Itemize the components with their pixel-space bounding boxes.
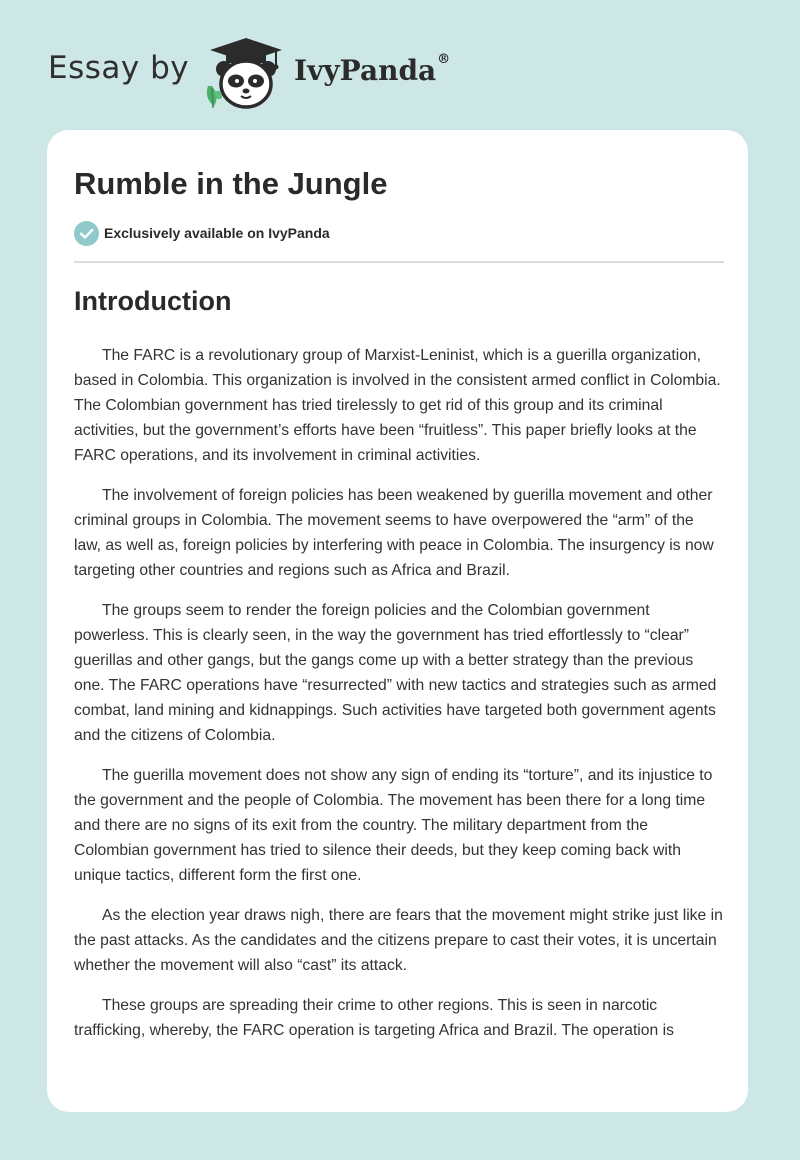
paragraph: The guerilla movement does not show any sign of ending its “torture”, and its injustice to the government and the people of Colombia. The movement has been there for a long time and there are no signs of its exit from the country. The military department from the Colombian government has tried to silence their deeds, but they keep coming back with unique tactics, different form the first one.: [74, 767, 713, 884]
paragraph: As the election year draws nigh, there are fears that the movement might strike just like in the past attacks. As the candidates and the citizens prepare to cast their votes, it is uncertain whether the movement will also “cast” its attack.: [74, 907, 723, 974]
section-heading: Introduction: [74, 286, 232, 316]
paragraph: The involvement of foreign policies has been weakened by guerilla movement and other criminal groups in Colombia. The movement seems to have overpowered the “arm” of the law, as well as, foreign policies by interfering with peace in Colombia. The insurgency is now targeting other countries and regions such as Africa and Brazil.: [74, 487, 714, 579]
paragraph: These groups are spreading their crime to other regions. This is seen in narcotic trafficking, whereby, the FARC operation is targeting Africa and Brazil. The operation is: [74, 997, 674, 1039]
check-circle-icon: [74, 221, 99, 246]
panda-graduation-cap-icon[interactable]: [200, 36, 292, 110]
brand-name[interactable]: IvyPanda®: [294, 52, 451, 87]
paragraph: The FARC is a revolutionary group of Marxist-Leninist, which is a guerilla organization, based in Colombia. This organization is involved in the consistent armed conflict in Colombia. The Colombian government has tried tirelessly to get rid of this group and its criminal activities, but the government’s efforts have been “fruitless”. This paper briefly looks at the FARC operations, and its involvement in criminal activities.: [74, 347, 721, 464]
essay-body: [74, 343, 724, 1058]
registered-mark: ®: [437, 52, 451, 67]
essay-card: [47, 130, 748, 1112]
site-header: [0, 0, 800, 130]
essay-title: Rumble in the Jungle: [74, 166, 388, 201]
brand-prefix: Essay by: [48, 50, 190, 86]
badge-label: Exclusively available on IvyPanda: [104, 225, 330, 241]
exclusive-badge: [74, 220, 330, 246]
title-divider: [74, 261, 724, 263]
paragraph: The groups seem to render the foreign policies and the Colombian government powerless. This is clearly seen, in the way the government has tried effortlessly to “clear” guerillas and other gangs, but the gangs come up with a better strategy than the previous one. The FARC operations have “resurrected” with new tactics and strategies such as armed combat, land mining and kidnappings. Such activities have targeted both government agents and the citizens of Colombia.: [74, 602, 717, 744]
